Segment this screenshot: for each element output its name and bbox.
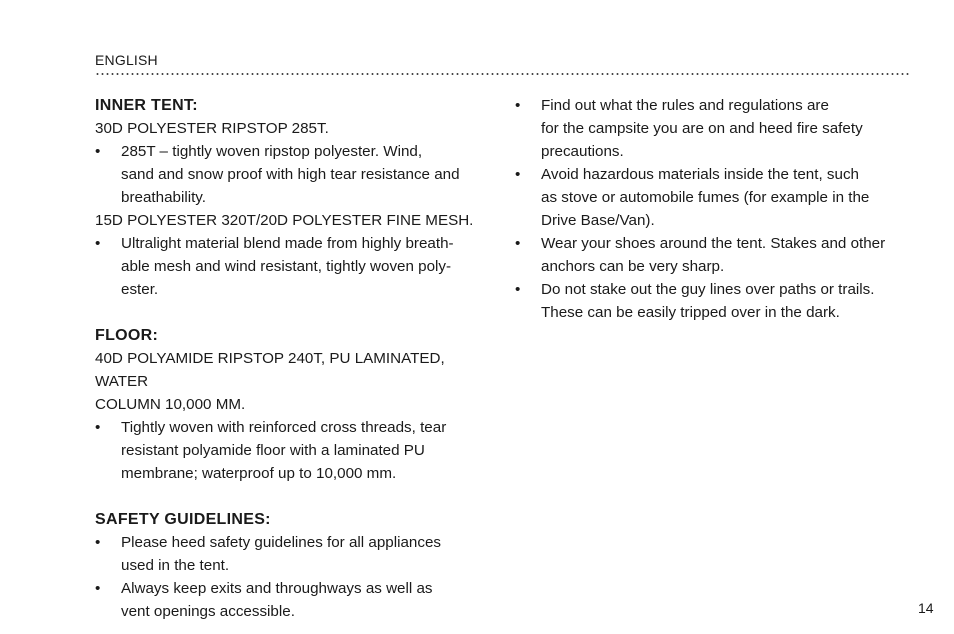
bullet-text-line: ester.: [121, 281, 159, 298]
bullet-icon: •: [515, 166, 521, 183]
spec-line: 15D POLYESTER 320T/20D POLYESTER FINE MESH.: [95, 212, 474, 229]
bullet-text-line: 285T – tightly woven ripstop polyester. Wind,: [121, 143, 423, 160]
list-item: [95, 416, 495, 485]
list-item: [95, 531, 495, 577]
bullet-icon: •: [95, 534, 101, 551]
spec-line: 30D POLYESTER RIPSTOP 285T.: [95, 120, 329, 137]
bullet-text-line: used in the tent.: [121, 557, 230, 574]
bullet-text-line: Find out what the rules and regulations are: [541, 97, 829, 114]
section-spacer: [95, 485, 495, 508]
bullet-icon: •: [515, 235, 521, 252]
bullet-icon: •: [515, 97, 521, 114]
section-spacer: [95, 301, 495, 324]
bullet-text-line: These can be easily tripped over in the dark.: [541, 304, 840, 321]
bullet-text-line: Ultralight material blend made from highly breath-: [121, 235, 454, 252]
bullet-text-line: able mesh and wind resistant, tightly woven poly-: [121, 258, 452, 275]
bullet-icon: •: [95, 580, 101, 597]
language-label: ENGLISH: [95, 52, 158, 68]
section-heading-inner-tent: INNER TENT:: [95, 97, 198, 114]
bullet-text-line: anchors can be very sharp.: [541, 258, 725, 275]
bullet-text-line: Tightly woven with reinforced cross threads, tear: [121, 419, 447, 436]
bullet-text-line: Avoid hazardous materials inside the tent, such: [541, 166, 859, 183]
list-item: [515, 232, 915, 278]
bullet-text-line: sand and snow proof with high tear resistance and: [121, 166, 460, 183]
left-column: [95, 94, 495, 623]
list-item: [515, 278, 915, 324]
list-item: [95, 232, 495, 301]
list-item: [95, 577, 495, 623]
spec-line: COLUMN 10,000 MM.: [95, 396, 246, 413]
section-heading-safety: SAFETY GUIDELINES:: [95, 511, 271, 528]
bullet-icon: •: [515, 281, 521, 298]
right-column: [515, 94, 915, 324]
bullet-text-line: breathability.: [121, 189, 206, 206]
bullet-text-line: Wear your shoes around the tent. Stakes and other: [541, 235, 886, 252]
dotted-divider: [95, 73, 911, 75]
bullet-icon: •: [95, 235, 101, 252]
list-item: [95, 140, 495, 209]
bullet-text-line: Please heed safety guidelines for all appliances: [121, 534, 441, 551]
bullet-text-line: precautions.: [541, 143, 624, 160]
bullet-text-line: resistant polyamide floor with a laminated PU: [121, 442, 425, 459]
bullet-text-line: Always keep exits and throughways as well as: [121, 580, 433, 597]
bullet-icon: •: [95, 419, 101, 436]
section-heading-floor: FLOOR:: [95, 327, 159, 344]
list-item: [515, 163, 915, 232]
bullet-text-line: membrane; waterproof up to 10,000 mm.: [121, 465, 397, 482]
page-number: 14: [918, 600, 934, 616]
bullet-text-line: Drive Base/Van).: [541, 212, 655, 229]
spec-line: 40D POLYAMIDE RIPSTOP 240T, PU LAMINATED, WATER: [95, 350, 445, 390]
bullet-text-line: Do not stake out the guy lines over paths or trails.: [541, 281, 875, 298]
bullet-text-line: as stove or automobile fumes (for example in the: [541, 189, 870, 206]
bullet-text-line: vent openings accessible.: [121, 603, 295, 620]
bullet-text-line: for the campsite you are on and heed fire safety: [541, 120, 863, 137]
bullet-icon: •: [95, 143, 101, 160]
list-item: [515, 94, 915, 163]
